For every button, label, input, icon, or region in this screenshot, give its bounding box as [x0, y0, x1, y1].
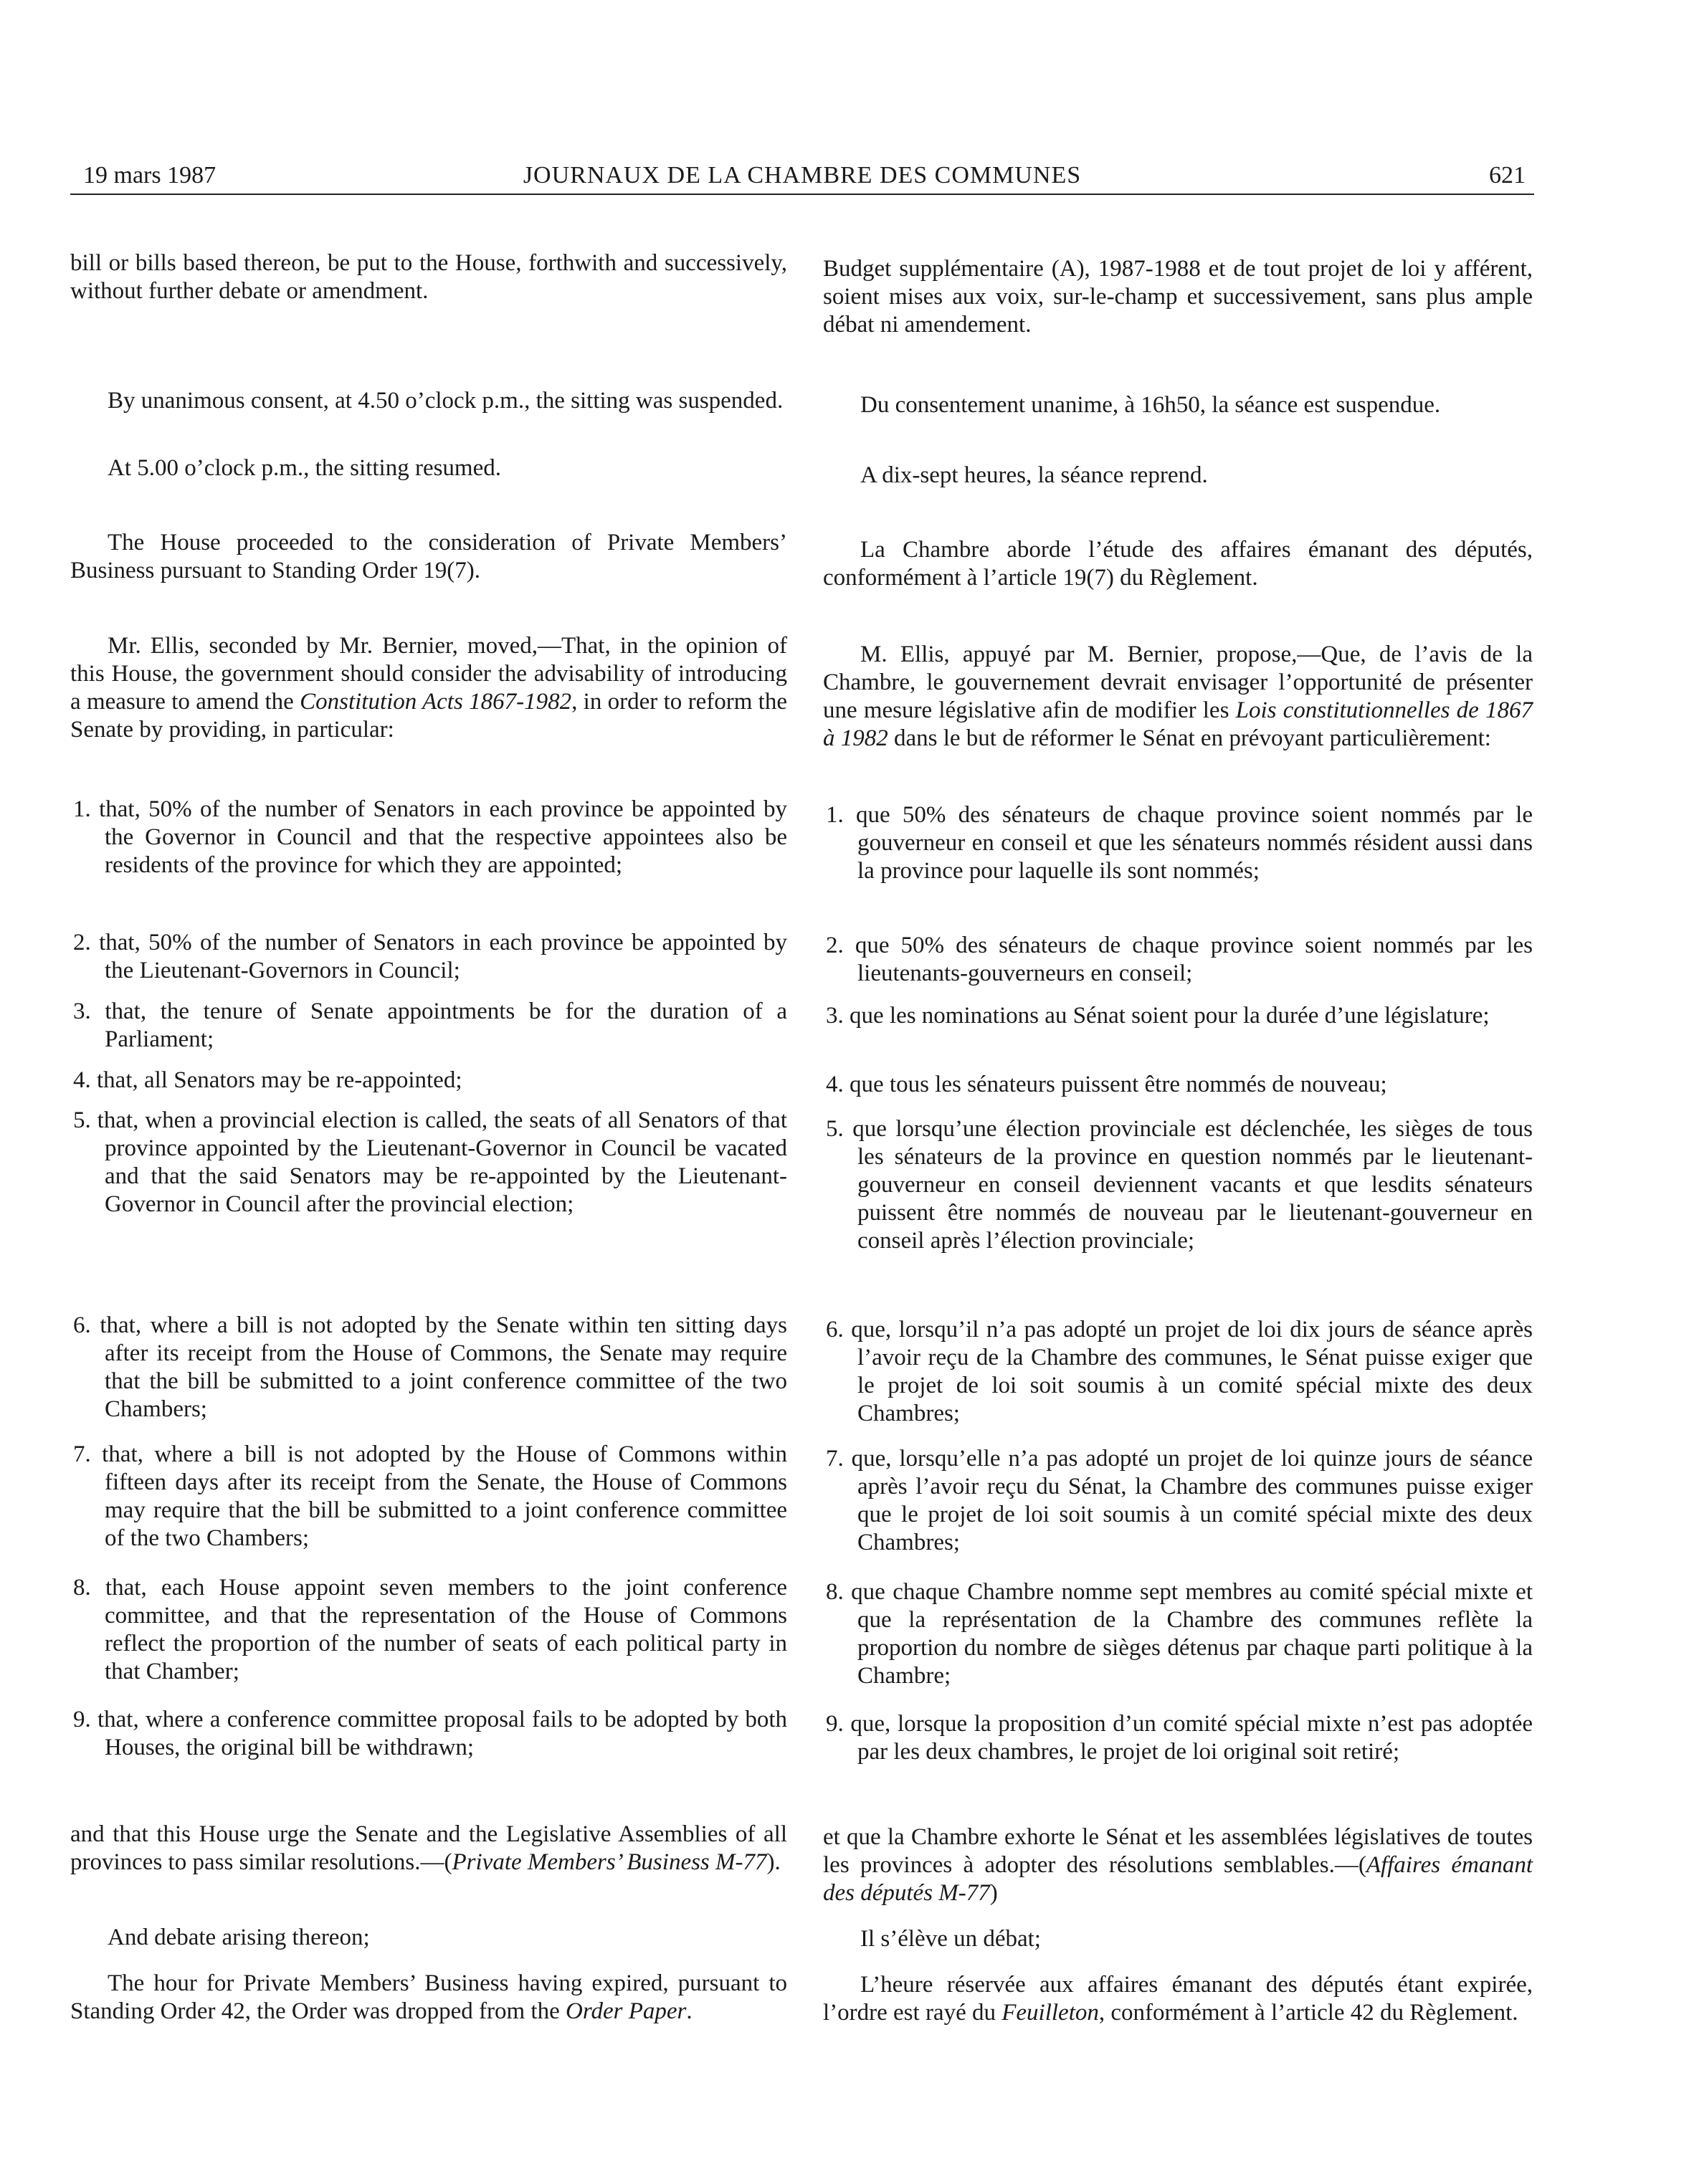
fr-paragraph-suspended: Du consentement unanime, à 16h50, la séance est suspendue. [860, 392, 1441, 418]
header-date: 19 mars 1987 [83, 162, 217, 189]
en-debate-line: And debate arising thereon; [108, 1925, 370, 1950]
en-motion-item: 7. that, where a bill is not adopted by the House of Commons within fifteen days after its receipt from the Senate, the House of Commons may require that the bill be submitted to a joint conference committee of the two Chambers; [73, 1441, 787, 1551]
page-header [70, 149, 1534, 195]
en-motion-item: 9. that, where a conference committee proposal fails to be adopted by both Houses, the original bill be withdrawn; [73, 1707, 787, 1760]
en-motion-item: 5. that, when a provincial election is called, the seats of all Senators of that province appointed by the Lieutenant-Governor in Council be vacated and that the said Senators may be re-appointed by the Lieutenant-Governor in Council after the provincial election; [73, 1107, 787, 1217]
fr-final-paragraph: L’heure réservée aux affaires émanant des députés étant expirée, l’ordre est rayé du Feuilleton, conformément à l’article 42 du Règlement. [823, 1972, 1533, 2026]
en-paragraph-private-members: The House proceeded to the consideration of Private Members’ Business pursuant to Standing Order 19(7). [70, 530, 787, 583]
fr-motion-item: 7. que, lorsqu’elle n’a pas adopté un projet de loi quinze jours de séance après l’avoir reçu du Sénat, la Chambre des communes puisse exiger que le projet de loi soit soumis à un comité spécial mixte des deux Chambres; [826, 1446, 1533, 1555]
en-motion-paragraph: Mr. Ellis, seconded by Mr. Bernier, moved,—That, in the opinion of this House, the government should consider the advisability of introducing a measure to amend the Constitution Acts 1867-1982, in order to reform the Senate by providing, in particular: [70, 633, 787, 743]
header-title: JOURNAUX DE LA CHAMBRE DES COMMUNES [523, 162, 1082, 189]
fr-motion-item: 9. que, lorsque la proposition d’un comité spécial mixte n’est pas adoptée par les deux chambres, le projet de loi original soit retiré; [826, 1711, 1533, 1765]
en-motion-item: 3. that, the tenure of Senate appointments be for the duration of a Parliament; [73, 998, 787, 1052]
fr-paragraph-private-members: La Chambre aborde l’étude des affaires émanant des députés, conformément à l’article 19(7) du Règlement. [823, 537, 1533, 591]
fr-motion-item: 2. que 50% des sénateurs de chaque province soient nommés par les lieutenants-gouverneurs en conseil; [826, 933, 1533, 986]
fr-motion-paragraph: M. Ellis, appuyé par M. Bernier, propose,—Que, de l’avis de la Chambre, le gouvernement devrait envisager l’opportunité de présenter une mesure législative afin de modifier les Lois constitutionnelles de 1867 à 1982 dans le but de réformer le Sénat en prévoyant particulièrement: [823, 642, 1533, 751]
en-motion-item: 1. that, 50% of the number of Senators in each province be appointed by the Governor in Council and that the respective appointees also be residents of the province for which they are appointed; [73, 796, 787, 878]
fr-paragraph-continuation: Budget supplémentaire (A), 1987-1988 et de tout projet de loi y afférent, soient mises aux voix, sur-le-champ et successivement, sans plus ample débat ni amendement. [823, 256, 1533, 338]
page-number: 621 [1489, 162, 1526, 189]
fr-paragraph-resumed: A dix-sept heures, la séance reprend. [860, 462, 1208, 488]
en-motion-item: 4. that, all Senators may be re-appointed; [73, 1067, 462, 1093]
en-closing-paragraph: and that this House urge the Senate and the Legislative Assemblies of all provinces to pass similar resolutions.—(Private Members’ Business M-77). [70, 1821, 787, 1875]
fr-motion-item: 4. que tous les sénateurs puissent être nommés de nouveau; [826, 1072, 1387, 1097]
fr-closing-paragraph: et que la Chambre exhorte le Sénat et les assemblées législatives de toutes les provinces à adopter des résolutions semblables.—(Affaires émanant des députés M-77) [823, 1824, 1533, 1906]
fr-motion-item: 5. que lorsqu’une élection provinciale est déclenchée, les sièges de tous les sénateurs de la province en question nommés par le lieutenant-gouverneur en conseil deviennent vacants et que lesdits sénateurs puissent être nommés de nouveau par le lieutenant-gouverneur en conseil après l’élection provinciale; [826, 1116, 1533, 1254]
en-motion-item: 8. that, each House appoint seven members to the joint conference committee, and that the representation of the House of Commons reflect the proportion of the number of seats of each political party in that Chamber; [73, 1575, 787, 1684]
fr-motion-item: 1. que 50% des sénateurs de chaque province soient nommés par le gouverneur en conseil et que les sénateurs nommés résident aussi dans la province pour laquelle ils sont nommés; [826, 802, 1533, 884]
en-paragraph-continuation: bill or bills based thereon, be put to the House, forthwith and successively, without further debate or amendment. [70, 250, 787, 304]
en-paragraph-suspended: By unanimous consent, at 4.50 o’clock p.m., the sitting was suspended. [108, 388, 784, 414]
fr-motion-item: 3. que les nominations au Sénat soient pour la durée d’une législature; [826, 1003, 1490, 1029]
en-motion-item: 6. that, where a bill is not adopted by the Senate within ten sitting days after its receipt from the House of Commons, the Senate may require that the bill be submitted to a joint conference committee of the two Chambers; [73, 1312, 787, 1422]
en-final-paragraph: The hour for Private Members’ Business having expired, pursuant to Standing Order 42, the Order was dropped from the Order Paper. [70, 1970, 787, 2024]
en-motion-item: 2. that, 50% of the number of Senators in each province be appointed by the Lieutenant-Governors in Council; [73, 930, 787, 983]
en-paragraph-resumed: At 5.00 o’clock p.m., the sitting resumed. [108, 455, 501, 481]
fr-motion-item: 8. que chaque Chambre nomme sept membres au comité spécial mixte et que la représentation de la Chambre des communes reflète la proportion du nombre de sièges détenus par chaque parti politique à la Chambre; [826, 1579, 1533, 1689]
fr-debate-line: Il s’élève un débat; [860, 1926, 1041, 1952]
fr-motion-item: 6. que, lorsqu’il n’a pas adopté un projet de loi dix jours de séance après l’avoir reçu de la Chambre des communes, le Sénat puisse exiger que le projet de loi soit soumis à un comité spécial mixte des deux Chambres; [826, 1317, 1533, 1426]
